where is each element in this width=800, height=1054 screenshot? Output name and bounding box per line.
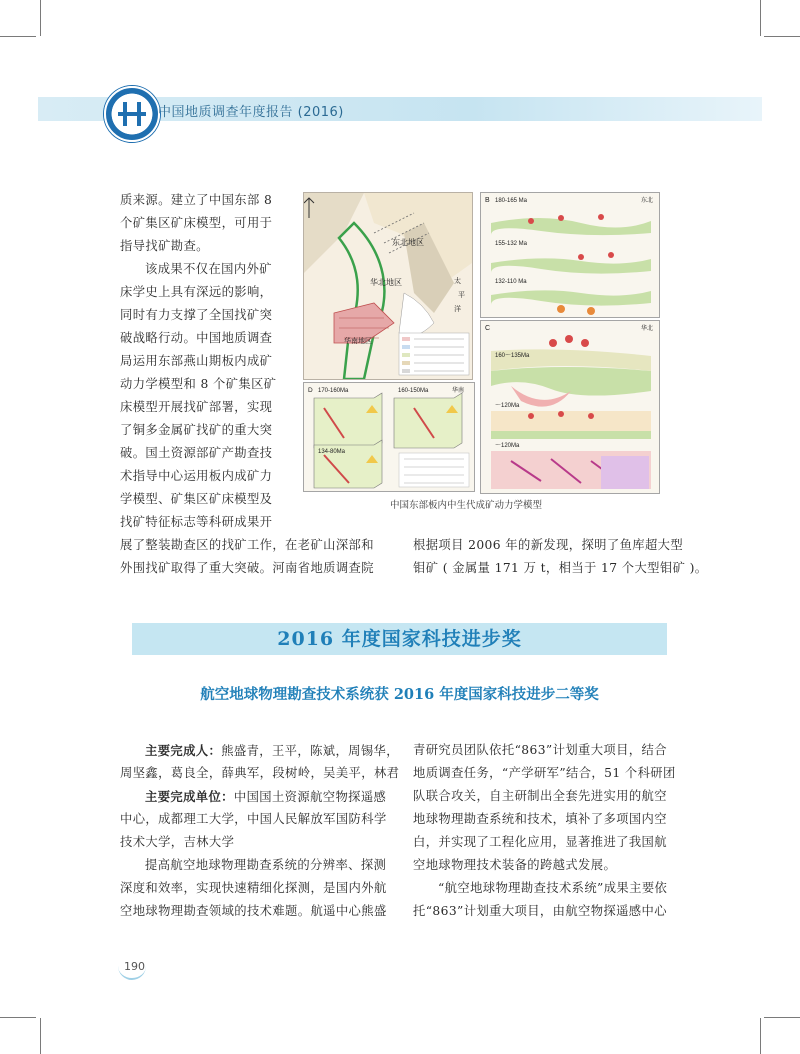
text-line: 同时有力支撑了全国找矿突: [120, 308, 273, 322]
crop-mark: [0, 36, 36, 37]
text-line: 床学史上具有深远的影响，: [120, 285, 273, 299]
text-line: 中心，成都理工大学，中国人民解放军国防科学: [120, 812, 387, 826]
text-line: 地质调查任务，“产学研军”结合，51 个科研团: [413, 766, 676, 780]
section-title: 2016 年度国家科技进步奖: [277, 628, 522, 650]
text-line: 指导找矿勘查。: [120, 239, 209, 253]
figure-panel-a: [303, 382, 475, 492]
panel-age-label: 160-150Ma: [398, 388, 429, 394]
map-label: 太: [454, 278, 461, 285]
page-number: 190: [124, 960, 145, 973]
map-label: 华北地区: [370, 278, 402, 287]
text-line: 根据项目 2006 年的新发现，探明了鱼库超大型: [413, 538, 684, 552]
text-line: 深度和效率，实现快速精细化探测，是国内外航: [120, 881, 387, 895]
panel-c-illustration: [481, 321, 659, 493]
crop-mark: [40, 0, 41, 36]
text-line: 托“863”计划重大项目，由航空物探遥感中心: [413, 904, 667, 918]
panel-age-label: 180-165 Ma: [495, 198, 528, 204]
figure-map: [303, 192, 473, 380]
panel-label: C: [485, 325, 491, 332]
panel-b-illustration: [481, 193, 659, 317]
map-label: 东北地区: [392, 238, 424, 247]
text-line: 局运用东部燕山期板内成矿: [120, 354, 273, 368]
text-line: 白，并实现了工程化应用，显著推进了我国航: [413, 835, 667, 849]
panel-a-illustration: [304, 383, 474, 491]
panel-age-label: 155-132 Ma: [495, 241, 528, 247]
units-line: [145, 785, 386, 810]
units-names: 中国国土资源航空物探遥感: [233, 790, 387, 804]
text-line: 床模型开展找矿部署，实现: [120, 400, 273, 414]
panel-age-label: ～120Ma: [495, 443, 520, 449]
crop-mark: [764, 1017, 800, 1018]
text-line: 青研究员团队依托“863”计划重大项目，结合: [413, 743, 667, 757]
completers-label: 主要完成人：: [145, 743, 222, 758]
text-line: 术指导中心运用板内成矿力: [120, 469, 273, 483]
text-line: 提高航空地球物理勘查系统的分辨率、探测: [145, 858, 387, 872]
text-line: 了铜多金属矿找矿的重大突: [120, 423, 273, 437]
text-line: “航空地球物理勘查技术系统”成果主要依: [438, 881, 668, 895]
units-label: 主要完成单位：: [145, 789, 234, 804]
completers-names: 熊盛青，王平，陈斌，周锡华，: [221, 744, 399, 758]
map-label: 洋: [454, 306, 461, 313]
text-line: 找矿特征标志等科研成果开: [120, 515, 273, 529]
panel-age-label: 134-80Ma: [318, 449, 346, 455]
panel-region-label: 东北: [641, 198, 654, 204]
text-line: 周坚鑫，葛良全，薛典军，段树岭，吴美平，林君: [120, 766, 400, 780]
panel-age-label: ～120Ma: [495, 403, 520, 409]
crop-mark: [40, 1018, 41, 1054]
text-line: 动力学模型和 8 个矿集区矿: [120, 377, 277, 391]
text-line: 学模型、矿集区矿床模型及: [120, 492, 273, 506]
text-line: 破。国土资源部矿产勘查技: [120, 446, 273, 460]
text-line: 技术大学，吉林大学: [120, 835, 235, 849]
panel-age-label: 170-160Ma: [318, 388, 349, 394]
text-line: 质来源。建立了中国东部 8: [120, 193, 273, 207]
section-subtitle: 航空地球物理勘查技术系统获 2016 年度国家科技进步二等奖: [200, 686, 599, 703]
text-line: 空地球物理技术装备的跨越式发展。: [413, 858, 617, 872]
panel-region-label: 华北: [641, 326, 654, 332]
crop-mark: [760, 1018, 761, 1054]
map-illustration: [304, 193, 472, 379]
text-line: 队联合攻关，自主研制出全套先进实用的航空: [413, 789, 667, 803]
text-line: 外围找矿取得了重大突破。河南省地质调查院: [120, 561, 374, 575]
crop-mark: [764, 36, 800, 37]
crop-mark: [760, 0, 761, 36]
figure-caption: 中国东部板内中生代成矿动力学模型: [390, 500, 543, 511]
text-line: 个矿集区矿床模型，可用于: [120, 216, 273, 230]
text-line: 地球物理勘查系统和技术，填补了多项国内空: [413, 812, 667, 826]
panel-label: B: [485, 197, 490, 204]
china-geological-survey-logo-icon: [104, 86, 160, 142]
panel-age-label: 132-110 Ma: [495, 279, 527, 285]
figure-panel-c: [480, 320, 660, 494]
text-line: 展了整装勘查区的找矿工作，在老矿山深部和: [120, 538, 374, 552]
map-label: 华南地区: [344, 338, 372, 345]
text-line: 空地球物理勘查领域的技术难题。航遥中心熊盛: [120, 904, 387, 918]
crop-mark: [0, 1017, 36, 1018]
figure-panel-b: [480, 192, 660, 318]
completers-line: [145, 739, 399, 764]
header-title: 中国地质调查年度报告 (2016): [158, 105, 344, 120]
text-line: 破战略行动。中国地质调查: [120, 331, 273, 345]
panel-age-label: 华南: [452, 388, 465, 394]
text-line: 钼矿 ( 金属量 171 万 t，相当于 17 个大型钼矿 )。: [413, 561, 708, 575]
panel-age-label: 160～135Ma: [495, 353, 530, 359]
map-label: 平: [458, 292, 465, 299]
panel-label: D: [308, 387, 313, 394]
text-line: 该成果不仅在国内外矿: [145, 262, 272, 276]
